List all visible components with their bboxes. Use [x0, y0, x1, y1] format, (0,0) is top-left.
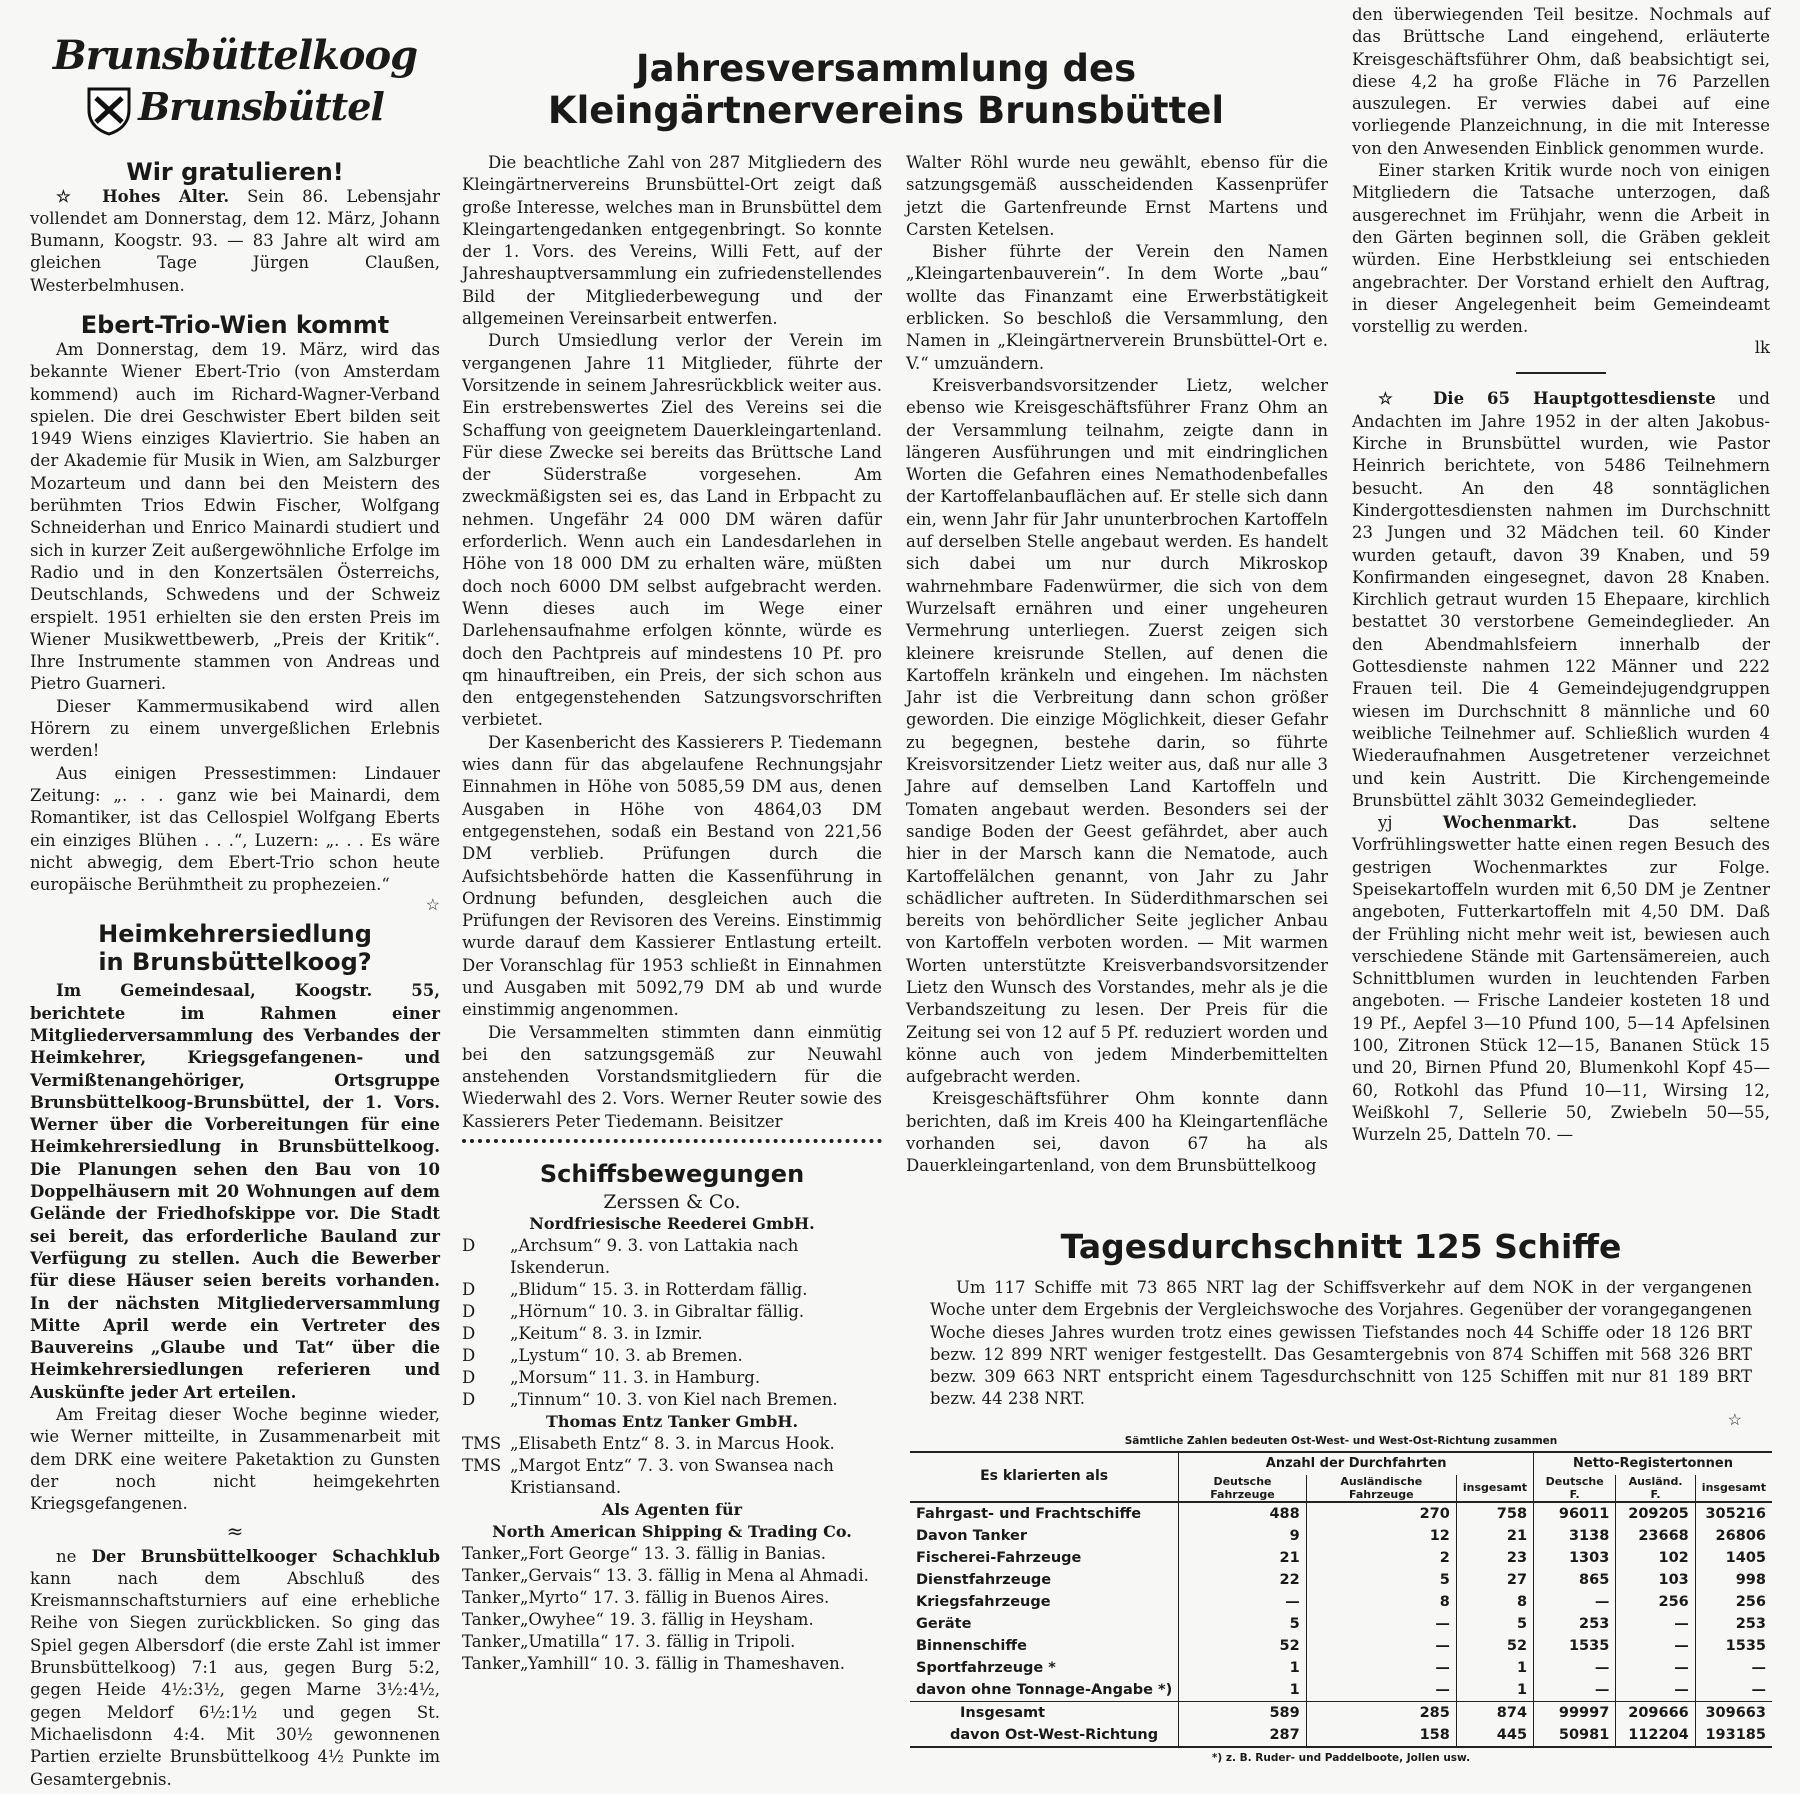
table-cell: 3138: [1534, 1525, 1616, 1547]
table-cell: 758: [1456, 1502, 1533, 1525]
ship-row-prefix: D: [462, 1390, 476, 1410]
table-cell: 589: [1179, 1701, 1307, 1724]
masthead-line1: Brunsbüttelkoog: [52, 32, 418, 79]
gottes-lead: ☆ Die 65 Hauptgottesdienste: [1378, 389, 1716, 409]
table-row-label: Fischerei-Fahrzeuge: [916, 1549, 1082, 1566]
schiffs-group-3a: Als Agenten für: [601, 1500, 743, 1520]
schiffs-group-3b: North American Shipping & Trading Co.: [492, 1522, 852, 1542]
table-row: [910, 1679, 1772, 1702]
table-row: [910, 1502, 1772, 1525]
table-cell: 865: [1534, 1569, 1616, 1591]
schach-prefix: ne: [56, 1546, 92, 1566]
masthead-line2: Brunsbüttel: [138, 84, 384, 129]
table-cell: —: [1179, 1591, 1307, 1613]
table-cell: 1: [1179, 1679, 1307, 1702]
ship-row-prefix: D: [462, 1236, 476, 1256]
ship-row: [462, 1455, 882, 1499]
table-sum-row: [910, 1701, 1772, 1724]
table-row: [910, 1591, 1772, 1613]
wochenmarkt-lead: Wochenmarkt.: [1442, 813, 1578, 833]
traffic-table: [910, 1451, 1772, 1748]
table-footnote: *) z. B. Ruder- und Paddelboote, Jollen usw.: [1211, 1751, 1471, 1764]
table-subheader: Deutsche F.: [1534, 1475, 1616, 1502]
kleingarten-paragraph: Durch Umsiedlung verlor der Verein im vergangenen Jahre 11 Mitglieder, führte der Vorsitzende in seinem Jahresrückblick weiter aus. Ein erstrebenswertes Ziel des Vereins sei die Schaffung von geeignetem Dauerkleingartenland. Für diese Zwecke sei bereits das Brüttsche Land der Süderstraße vorgesehen. Am zweckmäßigsten sei es, das Land in Erbpacht zu nehmen. Ungefähr 24 000 DM wären dafür erforderlich. Wenn auch ein Landesdarlehen in Höhe von 18 000 DM zu erhalten wäre, müßten doch noch 6000 DM selbst aufgebracht werden. Wenn dieses auch im Wege einer Darlehensaufnahme erfolgen könnte, würde es doch den Pachtpreis auf mindestens 10 Pf. pro qm hinauftreiben, ein Preis, der sich schon aus den entgegenstehenden Satzungsvorschriften verbietet.: [462, 331, 882, 730]
kleingarten-article-part3: [1352, 4, 1770, 338]
table-caption: Sämtliche Zahlen bedeuten Ost-West- und West-Ost-Richtung zusammen: [1124, 1434, 1558, 1447]
ship-row-text: „Hörnum“ 10. 3. in Gibraltar fällig.: [510, 1302, 805, 1322]
table-cell: 1: [1179, 1657, 1307, 1679]
ship-row-text: „Owyhee“ 19. 3. fällig in Heysham.: [519, 1610, 814, 1630]
ship-row: [462, 1279, 882, 1301]
table-header-group1: Anzahl der Durchfahrten: [1179, 1452, 1534, 1475]
table-cell: 52: [1179, 1635, 1307, 1657]
table-ostwest-row-label: davon Ost-West-Richtung: [910, 1724, 1179, 1747]
tages-section: [910, 1225, 1772, 1764]
ship-row: [462, 1345, 882, 1367]
right-column: [1352, 4, 1770, 1147]
schiffs-rows-3: [462, 1543, 882, 1675]
schiffs-rows-1: [462, 1235, 882, 1411]
table-cell: 488: [1179, 1502, 1307, 1525]
ship-row: [462, 1631, 882, 1653]
ship-row-prefix: D: [462, 1302, 476, 1322]
table-cell: —: [1616, 1657, 1695, 1679]
table-subheader: Ausländische Fahrzeuge: [1306, 1475, 1456, 1502]
table-cell: —: [1534, 1591, 1616, 1613]
table-cell: 23: [1456, 1547, 1533, 1569]
table-cell: 102: [1616, 1547, 1695, 1569]
kleingarten-paragraph: Einer starken Kritik wurde noch von einigen Mitgliedern die Tatsache unterzogen, daß ausgerechnet im Frühjahr, wenn die Arbeit in den Gärten beginnen soll, die Gräben gekleit würden. Eine Herbstkleiung sei entschieden angebrachter. Der Vorstand erhielt den Auftrag, in dieser Angelegenheit beim Gemeindeamt vorstellig zu werden.: [1352, 161, 1770, 337]
dotted-divider: [462, 1139, 882, 1143]
ship-row: [462, 1653, 882, 1675]
table-cell: —: [1616, 1635, 1695, 1657]
table-cell: 253: [1534, 1613, 1616, 1635]
table-cell: 1303: [1534, 1547, 1616, 1569]
table-cell: —: [1695, 1679, 1772, 1702]
table-row-label: Kriegsfahrzeuge: [916, 1593, 1051, 1610]
heim-title-line1: Heimkehrersiedlung: [98, 920, 372, 949]
table-row: [910, 1635, 1772, 1657]
table-row: [910, 1569, 1772, 1591]
table-cell: 209205: [1616, 1502, 1695, 1525]
ship-row-text: „Fort George“ 13. 3. fällig in Banias.: [519, 1544, 827, 1564]
schiffs-group-2: Thomas Entz Tanker GmbH.: [545, 1412, 799, 1432]
ship-row-prefix: D: [462, 1346, 476, 1366]
masthead: [30, 30, 440, 136]
schach-lead: Der Brunsbüttelkooger Schachklub: [91, 1546, 440, 1566]
table-ostwest-row: [910, 1724, 1772, 1747]
table-cell: 9: [1179, 1525, 1307, 1547]
heim-separator-mark: ≈: [226, 1518, 244, 1543]
kleingarten-paragraph: Der Kasenbericht des Kassierers P. Tiedemann wies dann für das abgelaufene Rechnungsjahr Einnahmen in Höhe von 5085,59 DM aus, denen Ausgaben in Höhe von 4864,03 DM entgegenstehen, sodaß ein Bestand von 221,56 DM verblieb. Prüfungen durch die Aufsichtsbehörde hatten die Kassenführung in Ordnung befunden, desgleichen auch die Prüfungen der Revisoren des Vereins. Einstimmig wurde darauf dem Kassierer Entlastung erteilt. Der Voranschlag für 1953 schließt in Einnahmen und Ausgaben mit 5092,79 DM ab und wurde einstimmig angenommen.: [462, 732, 882, 1020]
table-cell: 998: [1695, 1569, 1772, 1591]
ship-row-text: „Morsum“ 11. 3. in Hamburg.: [510, 1368, 761, 1388]
kleingarten-paragraph: den überwiegenden Teil besitze. Nochmals auf das Brüttsche Land eingehend, erläuterte Kreisgeschäftsführer Ohm, daß beabsichtigt sei, diese 4,2 ha große Fläche in 76 Parzellen auszulegen. Er verwies dabei auf eine vorliegende Planzeichnung, in die mit Interesse von den Anwesenden Einblick genommen wurde.: [1352, 5, 1770, 158]
table-cell: 193185: [1695, 1724, 1772, 1747]
heim-p2: Am Freitag dieser Woche beginne wieder, wie Werner mitteilte, in Zusammenarbeit mit dem DRK eine weitere Paketaktion zu Gunsten der noch nicht heimgekehrten Kriegsgefangenen.: [30, 1405, 440, 1514]
main-column-3: [906, 152, 1328, 1178]
table-cell: 5: [1179, 1613, 1307, 1635]
table-cell: 21: [1456, 1525, 1533, 1547]
table-cell: 22: [1179, 1569, 1307, 1591]
table-header-row: Es klarierten als: [910, 1452, 1179, 1502]
ship-row-prefix: TMS: [462, 1456, 502, 1476]
wochenmarkt-prefix: yj: [1378, 813, 1443, 833]
ship-row-text: „Yamhill“ 10. 3. fällig in Thameshaven.: [519, 1654, 846, 1674]
table-cell: 285: [1306, 1701, 1456, 1724]
gratulieren-text: Sein 86. Lebensjahr vollendet am Donnerstag, dem 12. März, Johann Bumann, Koogstr. 93. — 83 Jahre alt wird am gleichen Tage Jürgen Claußen, Westerbelmhusen.: [30, 186, 440, 295]
ship-row: [462, 1587, 882, 1609]
table-cell: 2: [1306, 1547, 1456, 1569]
table-subheader: insgesamt: [1456, 1475, 1533, 1502]
tages-article: [930, 1277, 1752, 1411]
table-cell: 158: [1306, 1724, 1456, 1747]
table-cell: 874: [1456, 1701, 1533, 1724]
coat-of-arms-icon: [86, 86, 132, 136]
kleingarten-article-part1: [462, 152, 882, 1133]
table-cell: —: [1616, 1613, 1695, 1635]
main-headline: [462, 48, 1310, 132]
table-cell: 112204: [1616, 1724, 1695, 1747]
table-cell: 253: [1695, 1613, 1772, 1635]
masthead-line2-row: [30, 82, 440, 136]
heim-title-line2: in Brunsbüttelkoog?: [98, 948, 372, 977]
table-subheader: Deutsche Fahrzeuge: [1179, 1475, 1307, 1502]
table-cell: 305216: [1695, 1502, 1772, 1525]
table-row: [910, 1657, 1772, 1679]
table-row-label: davon ohne Tonnage-Angabe *): [916, 1681, 1173, 1698]
schach-article: [30, 1546, 440, 1791]
ebert-p1: Am Donnerstag, dem 19. März, wird das bekannte Wiener Ebert-Trio (von Amsterdam kommend) auch im Richard-Wagner-Verband spielen. Die drei Geschwister Ebert bilden seit 1949 Wiens einziges Klaviertrio. Sie haben an der Akademie für Musik in Wien, am Salzburger Mozarteum und dann bei den Meistern des berühmten Trios Edwin Fischer, Wolfgang Schneiderhan und Enrico Mainardi studiert und sich in kurzer Zeit außergewöhnliche Erfolge im Radio und in den Konzertsälen Österreichs, Deutschlands, Schwedens und der Schweiz erspielt. 1951 erhielten sie den ersten Preis im Wiener Musikwettbewerb, „Preis der Kritik“. Ihre Instrumente stammen von Andreas und Pietro Guarneri.: [30, 339, 440, 694]
schiffs-company: Zerssen & Co.: [603, 1191, 741, 1214]
table-subheader: Ausländ. F.: [1616, 1475, 1695, 1502]
main-headline-line2: Kleingärtnervereins Brunsbüttel: [547, 89, 1225, 132]
gratulieren-title: Wir gratulieren!: [126, 157, 344, 186]
ship-row: [462, 1367, 882, 1389]
schiffs-group-1: Nordfriesische Reederei GmbH.: [529, 1214, 815, 1234]
ship-row-prefix: D: [462, 1368, 476, 1388]
table-cell: 8: [1456, 1591, 1533, 1613]
ship-row-text: „Archsum“ 9. 3. von Lattakia nach Iskenderun.: [510, 1236, 799, 1278]
ship-row-text: „Blidum“ 15. 3. in Rotterdam fällig.: [510, 1280, 808, 1300]
table-row-label: Binnenschiffe: [916, 1637, 1027, 1654]
table-row-label: Geräte: [916, 1615, 972, 1632]
ship-row-prefix: Tanker: [462, 1610, 520, 1630]
schiffsbewegungen-section: [462, 1157, 882, 1675]
table-cell: 256: [1616, 1591, 1695, 1613]
gratulieren-lead: ☆ Hohes Alter.: [56, 186, 230, 206]
table-cell: 96011: [1534, 1502, 1616, 1525]
table-cell: 5: [1306, 1569, 1456, 1591]
schach-text: kann nach dem Abschluß des Kreismannschaftsturniers auf eine erhebliche Reihe von Siegen zurückblicken. So ging das Spiel gegen Albersdorf (die erste Zahl ist immer Brunsbüttelkoog) 7:1 aus, gegen Burg 5:2, gegen Heide 4½:3½, gegen Marne 3½:4½, gegen Meldorf 6½:1½ und gegen St. Michaelisdonn 4:4. Mit 30½ gewonnenen Partien erzielte Brunsbüttelkoog 4½ Punkte im Gesamtergebnis.: [30, 1568, 440, 1789]
ship-row: [462, 1235, 882, 1279]
ship-row: [462, 1323, 882, 1345]
kleingarten-paragraph: Die Versammelten stimmten dann einmütig bei den satzungsgemäß zur Neuwahl anstehenden Vorstandsmitgliedern für die Wiederwahl des 2. Vors. Werner Reuter sowie des Kassierers Peter Tiedemann. Beisitzer: [462, 1022, 882, 1131]
ship-row-prefix: D: [462, 1280, 476, 1300]
table-cell: 103: [1616, 1569, 1695, 1591]
table-cell: 1405: [1695, 1547, 1772, 1569]
table-row-label: Sportfahrzeuge *: [916, 1659, 1056, 1676]
schiffs-title: Schiffsbewegungen: [539, 1160, 805, 1189]
table-cell: 8: [1306, 1591, 1456, 1613]
ship-row: [462, 1565, 882, 1587]
kleingarten-signature: lk: [1754, 338, 1770, 358]
ship-row-prefix: Tanker: [462, 1566, 520, 1586]
heim-article: [30, 980, 440, 1515]
article-rule: [1516, 372, 1606, 374]
ship-row-prefix: Tanker: [462, 1588, 520, 1608]
table-sum-row-label: Insgesamt: [910, 1701, 1179, 1724]
table-cell: 50981: [1534, 1724, 1616, 1747]
table-subheader: insgesamt: [1695, 1475, 1772, 1502]
table-cell: 1: [1456, 1679, 1533, 1702]
table-cell: 23668: [1616, 1525, 1695, 1547]
ship-row: [462, 1301, 882, 1323]
table-cell: —: [1306, 1679, 1456, 1702]
table-cell: 445: [1456, 1724, 1533, 1747]
table-cell: 270: [1306, 1502, 1456, 1525]
table-cell: —: [1616, 1679, 1695, 1702]
ebert-p3: Aus einigen Pressestimmen: Lindauer Zeitung: „. . . ganz wie bei Mainardi, dem Romantiker, ist das Cellospiel Wolfgang Eberts ein einziges Blühen . . .“, Luzern: „. . . Es wäre nicht abwegig, dem Ebert-Trio schon heute europäische Berühmtheit zu prophezeien.“: [30, 763, 440, 895]
table-row: [910, 1547, 1772, 1569]
table-cell: 21: [1179, 1547, 1307, 1569]
table-cell: 27: [1456, 1569, 1533, 1591]
tages-text: Um 117 Schiffe mit 73 865 NRT lag der Schiffsverkehr auf dem NOK in der vergangenen Woche unter dem Ergebnis der Vergleichswoche des Vorjahres. Gegenüber der vorangegangenen Woche dieses Jahres wurden trotz eines gewissen Tiefstandes noch 44 Schiffe oder 18 126 BRT bezw. 12 899 NRT weniger festgestellt. Das Gesamtergebnis von 874 Schiffen mit 568 326 BRT bezw. 309 663 NRT entspricht einem Tagesdurchschnitt von 125 Schiffen mit nur 81 189 BRT bezw. 44 238 NRT.: [930, 1278, 1752, 1409]
table-cell: 1535: [1534, 1635, 1616, 1657]
table-cell: 26806: [1695, 1525, 1772, 1547]
gratulieren-article: [30, 186, 440, 297]
gottesdienste-article: [1352, 388, 1770, 1146]
table-cell: 309663: [1695, 1701, 1772, 1724]
table-cell: 52: [1456, 1635, 1533, 1657]
ship-row: [462, 1433, 882, 1455]
table-cell: 287: [1179, 1724, 1307, 1747]
table-cell: —: [1306, 1657, 1456, 1679]
ebert-article: [30, 339, 440, 896]
table-row: [910, 1613, 1772, 1635]
table-cell: —: [1306, 1613, 1456, 1635]
table-row: [910, 1525, 1772, 1547]
kleingarten-paragraph: Walter Röhl wurde neu gewählt, ebenso für die satzungsgemäß ausscheidenden Kassenprüfer jetzt die Gartenfreunde Ernst Martens und Carsten Ketelsen.: [906, 153, 1328, 239]
left-column: [30, 0, 440, 1791]
table-cell: 12: [1306, 1525, 1456, 1547]
main-headline-line1: Jahresversammlung des: [635, 47, 1137, 90]
table-cell: 99997: [1534, 1701, 1616, 1724]
ebert-p2: Dieser Kammermusikabend wird allen Hörern zu einem unvergeßlichen Erlebnis werden!: [30, 696, 440, 761]
table-cell: 1535: [1695, 1635, 1772, 1657]
table-row-label: Fahrgast- und Frachtschiffe: [910, 1502, 1179, 1525]
table-row-label: Dienstfahrzeuge: [916, 1571, 1052, 1588]
table-cell: —: [1306, 1635, 1456, 1657]
tages-title: Tagesdurchschnitt 125 Schiffe: [1060, 1227, 1622, 1266]
kleingarten-paragraph: Kreisgeschäftsführer Ohm konnte dann berichten, daß im Kreis 400 ha Kleingartenfläche vorhanden sei, davon 67 ha als Dauerkleingartenland, von dem Brunsbüttelkoog: [906, 1089, 1328, 1176]
ebert-star-mark: ☆: [425, 895, 440, 915]
tages-star-mark: ☆: [1727, 1409, 1742, 1429]
wochenmarkt-text: Das seltene Vorfrühlingswetter hatte einen regen Besuch des gestrigen Wochenmarktes zur Folge. Speisekartoffeln wurden mit 6,50 DM je Zentner angeboten, Futterkartoffeln mit 4,50 DM. Daß der Frühling nicht mehr weit ist, bewiesen auch verschiedene Stände mit Gartensämereien, auch Schnittblumen wurden in leuchtenden Farben angeboten. — Frische Landeier kosteten 18 und 19 Pf., Aepfel 3—10 Pfund 100, 5—14 Apfelsinen 100, Zitronen Stück 12—15, Bananen Stück 15 und 20, Birnen Pfund 20, Blumenkohl Kopf 45—60, Rotkohl das Pfund 10—11, Wirsing 12, Weißkohl 7, Sellerie 50, Zwiebeln 50—55, Wurzeln 25, Datteln 70. —: [1352, 813, 1770, 1145]
table-cell: 5: [1456, 1613, 1533, 1635]
ship-row-prefix: Tanker: [462, 1544, 520, 1564]
ship-row-prefix: Tanker: [462, 1654, 520, 1674]
kleingarten-paragraph: Die beachtliche Zahl von 287 Mitgliedern des Kleingärtnervereins Brunsbüttel-Ort zeigt daß große Interesse, welches man in Brunsbüttel dem Kleingartengedanken entgegenbringt. So konnte der 1. Vors. des Vereins, Willi Fett, auf der Jahreshauptversammlung ein zufriedenstellendes Bild der Mitgliederbewegung und der allgemeinen Vereinsarbeit entwerfen.: [462, 153, 882, 329]
ship-row-text: „Tinnum“ 10. 3. von Kiel nach Bremen.: [510, 1390, 838, 1410]
ship-row-text: „Elisabeth Entz“ 8. 3. in Marcus Hook.: [510, 1434, 835, 1454]
table-row-label: Davon Tanker: [916, 1527, 1027, 1544]
kleingarten-paragraph: Kreisverbandsvorsitzender Lietz, welcher ebenso wie Kreisgeschäftsführer Franz Ohm an der Versammlung teilnahm, zeigte dann in längeren Ausführungen und mit eindringlichen Worten die Gefahren eines Nemathodenbefalles der Kartoffelanbauflächen auf. Er stelle sich dann ein, wenn Jahr für Jahr ununterbrochen Kartoffeln auf derselben Stelle angebaut werden. Es handelt sich dabei um nur durch Mikroskop wahrnehmbare Fadenwürmer, die sich von dem Wurzelsaft ernähren und einer ungeheuren Vermehrung unterliegen. Zuerst zeigen sich kleinere kreisrunde Stellen, auf denen die Kartoffeln kränkeln und eingehen. Im nächsten Jahr ist die Verbreitung dann schon größer geworden. Die einzige Möglichkeit, dieser Gefahr zu begegnen, bestehe darin, so führte Kreisvorsitzender Lietz weiter aus, daß nur alle 3 Jahre auf demselben Land Kartoffeln und Tomaten angebaut werden. Besonders sei der sandige Boden der Geest gefährdet, aber auch hier in der Marsch kann die Nematode, auch Kartoffelälchen genannt, von Jahr zu Jahr schädlicher auftreten. In Süderdithmarschen sei bereits von behördlicher Seite jeglicher Anbau von Kartoffeln verboten worden. — Mit warmen Worten unterstützte Kreisverbandsvorsitzender Lietz den Wunsch des Vorstandes, mehr als je die Verbandszeitung zu lesen. Der Preis für die Zeitung sei von 12 auf 5 Pf. reduziert worden und könne auch von jedem Minderbemittelten aufgebracht werden.: [906, 375, 1328, 1087]
schiffs-rows-2: [462, 1433, 882, 1499]
ebert-title: Ebert-Trio-Wien kommt: [80, 310, 390, 339]
kleingarten-paragraph: Bisher führte der Verein den Namen „Kleingartenbauverein“. In dem Worte „bau“ wollte das Finanzamt eine Erwerbstätigkeit erblicken. So beschloß die Versammlung, den Namen in „Kleingärtnerverein Brunsbüttel-Ort e. V.“ umzuändern.: [906, 242, 1328, 373]
table-cell: —: [1534, 1657, 1616, 1679]
ship-row-prefix: TMS: [462, 1434, 502, 1454]
ship-row-text: „Lystum“ 10. 3. ab Bremen.: [510, 1346, 743, 1366]
ship-row-text: „Umatilla“ 17. 3. fällig in Tripoli.: [519, 1632, 796, 1652]
table-cell: —: [1534, 1679, 1616, 1702]
ship-row-prefix: D: [462, 1324, 476, 1344]
heim-p1: Im Gemeindesaal, Koogstr. 55, berichtete im Rahmen einer Mitgliederversammlung des Verbandes der Heimkehrer, Kriegsgefangenen- und Vermißtenangehöriger, Ortsgruppe Brunsbüttelkoog-Brunsbüttel, der 1. Vors. Werner über die Vorbereitungen für eine Heimkehrersiedlung in Brunsbüttelkoog. Die Planungen sehen den Bau von 10 Doppelhäusern mit 20 Wohnungen auf dem Gelände der Friedhofskippe vor. Die Stadt sei bereit, das erforderliche Bauland zur Verfügung zu stellen. Auch die Bewerber für diese Häuser seien bereits vorhanden. In der nächsten Mitgliederversammlung Mitte April werde ein Vertreter des Bauvereins „Glaube und Tat“ über die Heimkehrersiedlungen referieren und Auskünfte jeder Art erteilen.: [30, 981, 440, 1402]
gottes-text: und Andachten im Jahre 1952 in der alten Jakobus-Kirche in Brunsbüttel wurden, wie Pastor Heinrich berichtete, von 5486 Teilnehmern besucht. An den 48 sonntäglichen Kindergottesdiensten nahmen im Durchschnitt 23 Jungen und 32 Mädchen teil. 60 Kinder wurden getauft, davon 39 Knaben, und 59 Konfirmanden eingesegnet, davon 28 Knaben. Kirchlich getraut wurden 15 Ehepaare, kirchlich bestattet 30 verstorbene Gemeindeglieder. An den Abendmahlsfeiern innerhalb der Gottesdienste nahmen 122 Männer und 222 Frauen teil. Die 4 Gemeindejugendgruppen wiesen im Durchschnitt 8 männliche und 60 weibliche Teilnehmer auf. Schließlich wurden 4 Wiederaufnahmen Ausgetretener verzeichnet und kein Austritt. Die Kirchengemeinde Brunsbüttel zählt 3032 Gemeindeglieder.: [1352, 389, 1770, 810]
table-header-group2: Netto-Registertonnen: [1534, 1452, 1772, 1475]
ship-row: [462, 1609, 882, 1631]
ship-row-text: „Myrto“ 17. 3. fällig in Buenos Aires.: [519, 1588, 830, 1608]
ship-row-text: „Gervais“ 13. 3. fällig in Mena al Ahmadi.: [519, 1566, 869, 1586]
ship-row: [462, 1389, 882, 1411]
table-cell: 209666: [1616, 1701, 1695, 1724]
kleingarten-article-part2: [906, 152, 1328, 1178]
table-cell: 1: [1456, 1657, 1533, 1679]
table-cell: —: [1695, 1657, 1772, 1679]
ship-row-text: „Margot Entz“ 7. 3. von Swansea nach Kristiansand.: [510, 1456, 834, 1498]
ship-row-prefix: Tanker: [462, 1632, 520, 1652]
ship-row: [462, 1543, 882, 1565]
main-column-2: [462, 152, 882, 1675]
table-cell: 256: [1695, 1591, 1772, 1613]
ship-row-text: „Keitum“ 8. 3. in Izmir.: [510, 1324, 703, 1344]
